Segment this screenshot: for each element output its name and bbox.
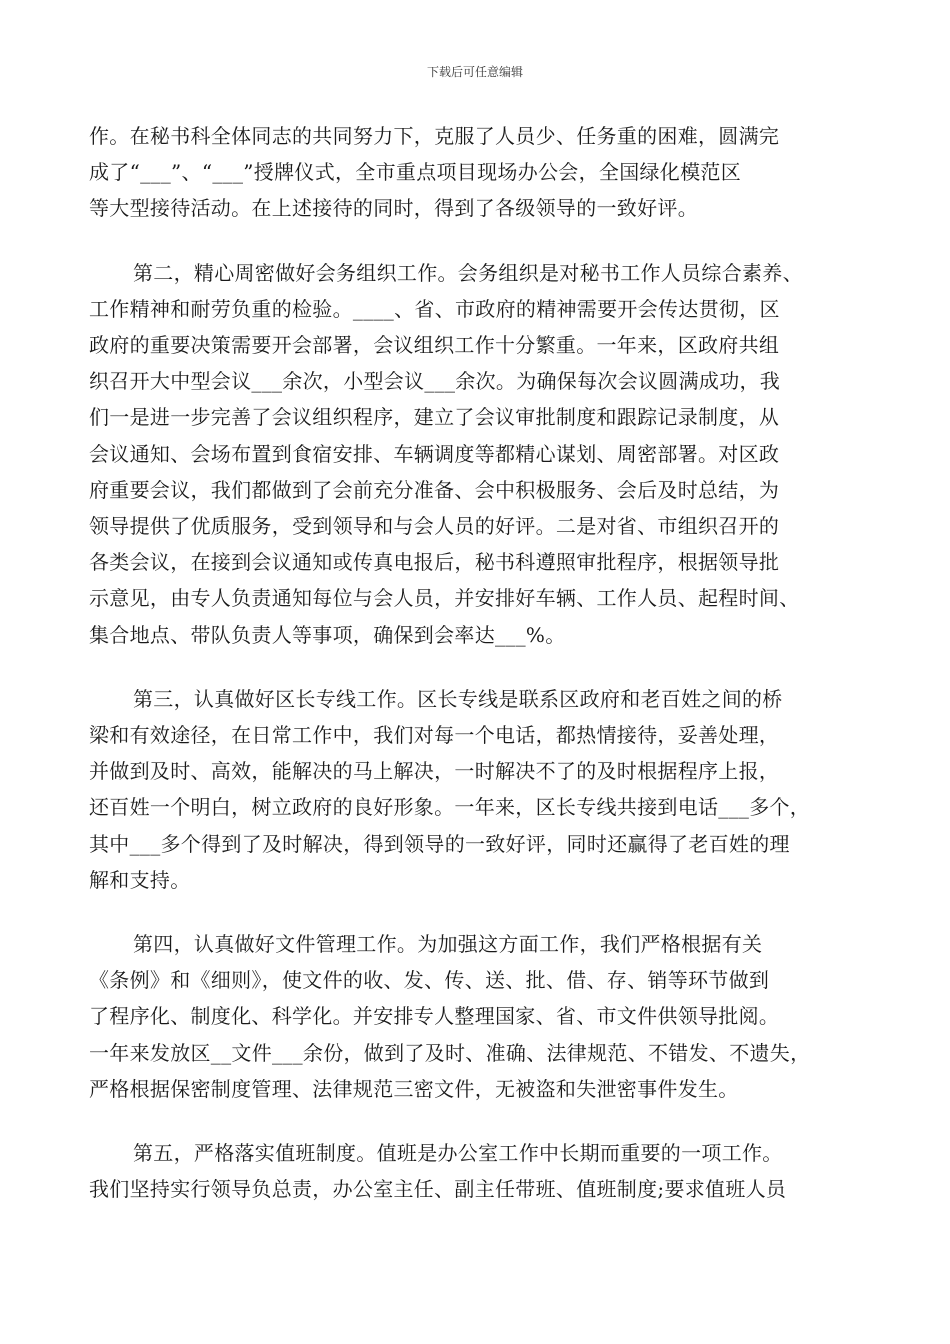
text-line: 第三，认真做好区长专线工作。区长专线是联系区政府和老百姓之间的桥 <box>133 686 783 711</box>
text-line: 解和支持。 <box>89 867 191 892</box>
text-line: 织召开大中型会议___余次，小型会议___余次。为确保每次会议圆满成功，我 <box>89 369 781 394</box>
text-line: 成了“___”、“___”授牌仪式，全市重点项目现场办公会，全国绿化模范区 <box>89 160 741 185</box>
text-line: 其中___多个得到了及时解决，得到领导的一致好评，同时还赢得了老百姓的理 <box>89 831 790 856</box>
text-line: 第五，严格落实值班制度。值班是办公室工作中长期而重要的一项工作。 <box>133 1141 783 1166</box>
paragraph-meeting-organization <box>89 255 879 653</box>
paragraph-gap <box>89 898 879 926</box>
document-body <box>89 118 879 1207</box>
text-line: 第二，精心周密做好会务组织工作。会务组织是对秘书工作人员综合素养、 <box>133 260 803 285</box>
text-line: 示意见，由专人负责通知每位与会人员，并安排好车辆、工作人员、起程时间、 <box>89 586 800 611</box>
text-line: 还百姓一个明白，树立政府的良好形象。一年来，区长专线共接到电话___多个， <box>89 795 811 820</box>
text-line: 梁和有效途径，在日常工作中，我们对每一个电话，都热情接待，妥善处理， <box>89 723 780 748</box>
paragraph-duty-system <box>89 1135 879 1207</box>
text-line: 一年来发放区__文件___余份，做到了及时、准确、法律规范、不错发、不遗失， <box>89 1040 811 1065</box>
text-line: 我们坚持实行领导负总责，办公室主任、副主任带班、值班制度;要求值班人员 <box>89 1177 787 1202</box>
text-line: 《条例》和《细则》，使文件的收、发、传、送、批、借、存、销等环节做到 <box>89 968 770 993</box>
text-line: 了程序化、制度化、科学化。并安排专人整理国家、省、市文件供领导批阅。 <box>89 1004 780 1029</box>
text-line: 领导提供了优质服务，受到领导和与会人员的好评。二是对省、市组织召开的 <box>89 514 780 539</box>
text-line: 作。在秘书科全体同志的共同努力下，克服了人员少、任务重的困难，圆满完 <box>89 124 780 148</box>
text-line: 工作精神和耐劳负重的检验。____、省、市政府的精神需要开会传达贯彻，区 <box>89 296 780 321</box>
paragraph-reception <box>89 118 879 227</box>
text-line: 们一是进一步完善了会议组织程序，建立了会议审批制度和跟踪记录制度，从 <box>89 405 780 430</box>
text-line: 并做到及时、高效，能解决的马上解决，一时解决不了的及时根据程序上报， <box>89 759 780 784</box>
text-line: 会议通知、会场布置到食宿安排、车辆调度等都精心谋划、周密部署。对区政 <box>89 441 780 466</box>
paragraph-hotline <box>89 681 879 898</box>
text-line: 等大型接待活动。在上述接待的同时，得到了各级领导的一致好评。 <box>89 196 698 221</box>
text-line: 严格根据保密制度管理、法律规范三密文件，无被盗和失泄密事件发生。 <box>89 1076 739 1101</box>
text-line: 第四，认真做好文件管理工作。为加强这方面工作，我们严格根据有关 <box>133 932 763 957</box>
text-line: 府重要会议，我们都做到了会前充分准备、会中积极服务、会后及时总结，为 <box>89 477 780 502</box>
paragraph-gap <box>89 227 879 255</box>
paragraph-document-management <box>89 926 879 1107</box>
paragraph-gap <box>89 653 879 681</box>
text-line: 政府的重要决策需要开会部署，会议组织工作十分繁重。一年来，区政府共组 <box>89 333 780 358</box>
text-line: 各类会议，在接到会议通知或传真电报后，秘书科遵照审批程序，根据领导批 <box>89 550 780 575</box>
paragraph-gap <box>89 1107 879 1135</box>
text-line: 集合地点、带队负责人等事项，确保到会率达___%。 <box>89 622 566 647</box>
page-header: 下载后可任意编辑 <box>426 65 523 79</box>
